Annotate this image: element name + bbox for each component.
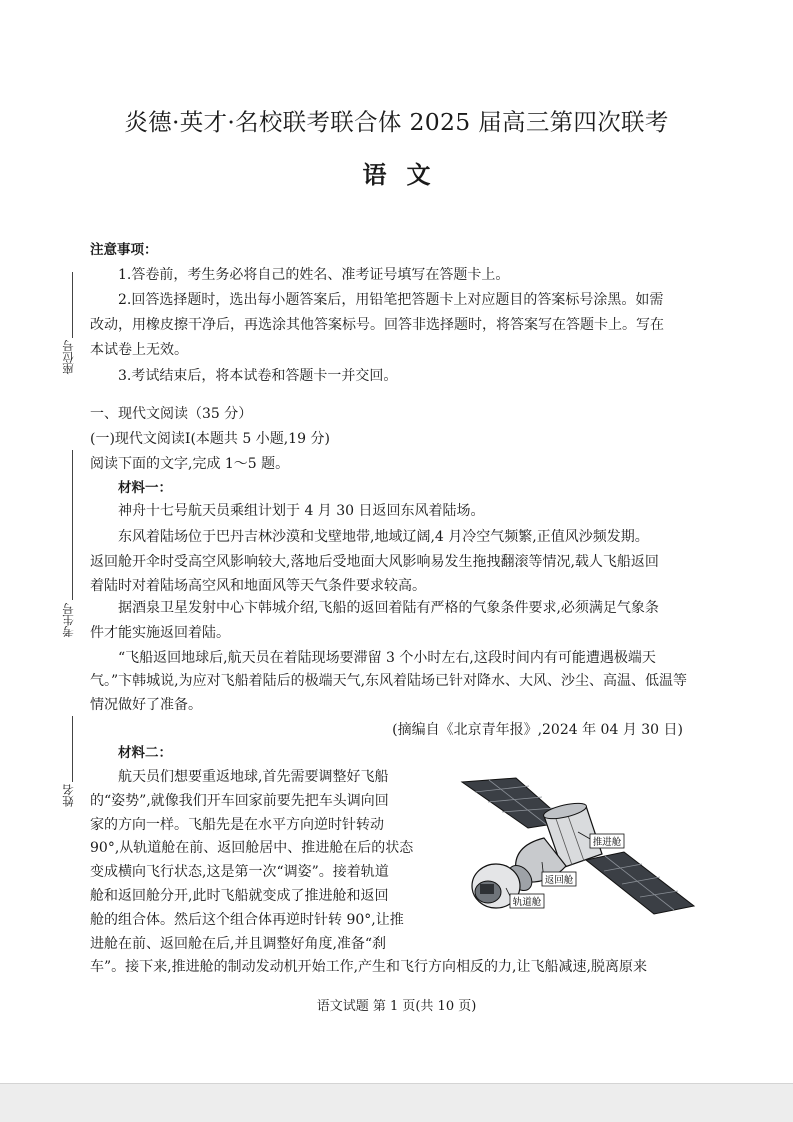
solar-panel-lower: [586, 852, 694, 914]
seat-number-line: [72, 272, 73, 338]
subject-title: 语文: [362, 160, 451, 189]
spacecraft-figure: [458, 776, 696, 916]
material-one-paragraph: “飞船返回地球后,航天员在着陆现场要滞留 3 个小时左右,这段时间内有可能遭遇极端天: [118, 650, 656, 666]
section-heading: 一、现代文阅读（35 分）: [90, 406, 253, 422]
material-two-line: 进舱在前、返回舱在后,并且调整好角度,准备“刹: [90, 936, 387, 952]
notice-item-2-line-3: 本试卷上无效。: [90, 342, 188, 358]
label-reentry-module: 返回舱: [544, 875, 574, 886]
exam-title: 炎德·英才·名校联考联合体 2025 届高三第四次联考: [124, 108, 669, 136]
material-two-line: 90°,从轨道舱在前、返回舱居中、推进舱在后的状态: [90, 840, 414, 856]
material-one-paragraph: 气。”卞韩城说,为应对飞船着陆后的极端天气,东风着陆场已针对降水、大风、沙尘、高温、低温等: [90, 673, 688, 689]
scan-bottom-band: [0, 1083, 793, 1122]
material-two-line: 舱的组合体。然后这个组合体再逆时针转 90°,让推: [90, 912, 404, 928]
material-one-paragraph: 东风着陆场位于巴丹吉林沙漠和戈壁地带,地域辽阔,4 月冷空气频繁,正值风沙频发期。: [118, 529, 649, 545]
material-two-line: 家的方向一样。飞船先是在水平方向逆时针转动: [90, 817, 384, 833]
material-two-line: 舱和返回舱分开,此时飞船就变成了推进舱和返回: [90, 888, 389, 904]
material-one-paragraph: 件才能实施返回着陆。: [90, 625, 230, 641]
material-one-source: (摘编自《北京青年报》,2024 年 04 月 30 日): [392, 722, 683, 738]
seat-number-label: 座位号: [61, 340, 75, 375]
exam-number-label: 考生号: [61, 603, 75, 638]
name-label: 姓名: [61, 784, 75, 807]
notice-item-2-line-1: 2.回答选择题时，选出每小题答案后，用铅笔把答题卡上对应题目的答案标号涂黑。如需: [118, 292, 664, 308]
material-two-line: 的“姿势”,就像我们开车回家前要先把车头调向回: [90, 793, 389, 809]
spacecraft-illustration: [458, 776, 696, 916]
material-two-line: 变成横向飞行状态,这是第一次“调姿”。接着轨道: [90, 864, 389, 880]
material-one-paragraph: 返回舱开伞时受高空风影响较大,落地后受地面大风影响易发生拖拽翻滚等情况,载人飞船返回: [90, 554, 659, 570]
material-one-paragraph: 着陆时对着陆场高空风和地面风等天气条件要求较高。: [90, 578, 426, 594]
notice-item-3: 3.考试结束后，将本试卷和答题卡一并交回。: [118, 368, 398, 384]
notice-heading: 注意事项：: [90, 242, 158, 258]
sub-section-heading: (一)现代文阅读Ⅰ(本题共 5 小题,19 分): [90, 431, 330, 447]
notice-item-1: 1.答卷前，考生务必将自己的姓名、准考证号填写在答题卡上。: [118, 267, 510, 283]
material-one-paragraph: 据酒泉卫星发射中心卞韩城介绍,飞船的返回着陆有严格的气象条件要求,必须满足气象条: [118, 600, 659, 616]
material-two-line: 航天员们想要重返地球,首先需要调整好飞船: [118, 769, 389, 785]
notice-item-2-line-2: 改动，用橡皮擦干净后，再选涂其他答案标号。回答非选择题时，将答案写在答题卡上。写在: [90, 317, 664, 333]
exam-number-line: [72, 450, 73, 600]
material-two-label: 材料二：: [118, 745, 172, 761]
material-two-line: 车”。接下来,推进舱的制动发动机开始工作,产生和飞行方向相反的力,让飞船减速,脱离原来: [90, 959, 647, 975]
name-line: [72, 716, 73, 782]
label-orbital-module: 轨道舱: [512, 897, 542, 908]
label-propulsion-module: 推进舱: [592, 837, 622, 848]
material-one-paragraph: 情况做好了准备。: [90, 697, 202, 713]
material-one-label: 材料一：: [118, 480, 172, 496]
material-one-paragraph: 神舟十七号航天员乘组计划于 4 月 30 日返回东风着陆场。: [118, 503, 485, 519]
page-footer: 语文试题 第 1 页(共 10 页): [316, 999, 477, 1014]
reading-instruction: 阅读下面的文字,完成 1～5 题。: [90, 456, 290, 472]
